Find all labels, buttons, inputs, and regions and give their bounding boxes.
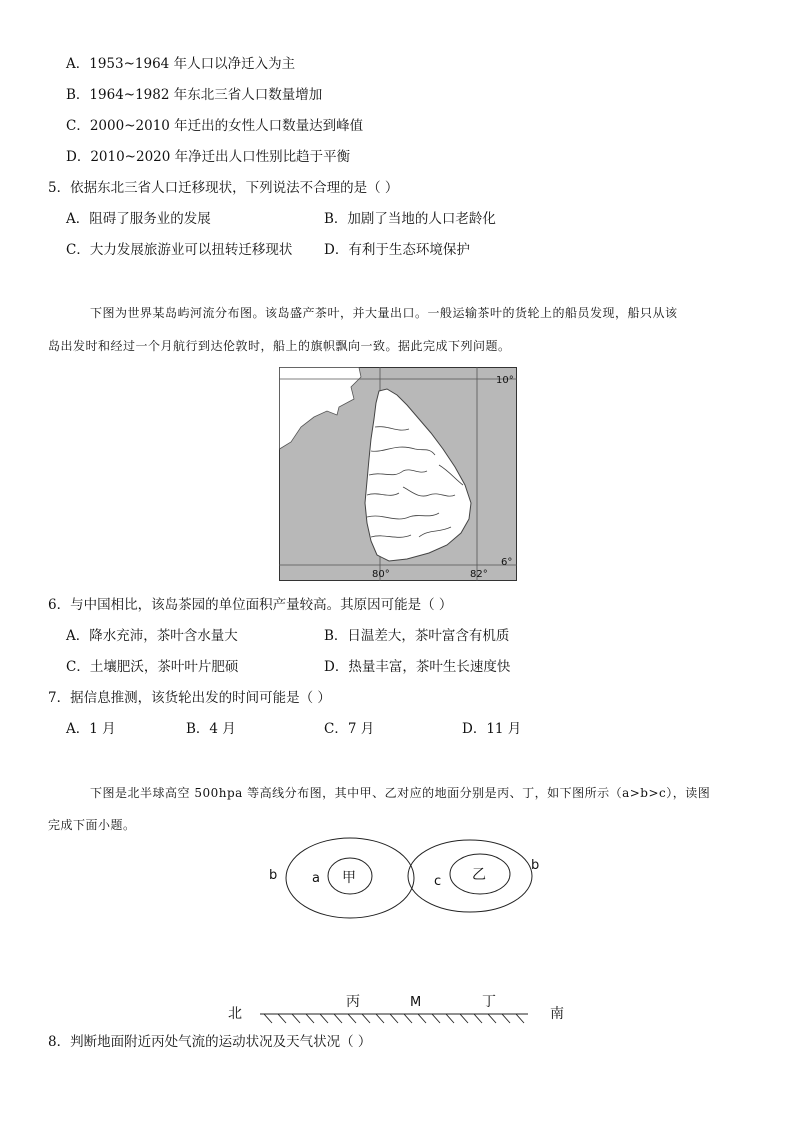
hatch-mark (488, 1014, 496, 1023)
right-outer-contour (408, 840, 532, 912)
q8-stem: 8．判断地面附近丙处气流的运动状况及天气状况（ ） (48, 1034, 372, 1050)
q5-option-c: C．大力发展旅游业可以扭转迁移现状 (66, 242, 293, 258)
label-yi: 乙 (472, 867, 486, 883)
q5-option-a: A．阻碍了服务业的发展 (66, 211, 211, 227)
q5-option-d: D．有利于生态环境保护 (324, 242, 470, 258)
q7-option-a: A．1 月 (66, 721, 116, 737)
q4-option-d: D．2010~2020 年净迁出人口性别比趋于平衡 (66, 149, 351, 165)
passage3-line2: 完成下面小题。 (48, 818, 136, 832)
ground-hatching (264, 1014, 524, 1023)
hatch-mark (334, 1014, 342, 1023)
hatch-mark (404, 1014, 412, 1023)
q4-option-b: B．1964~1982 年东北三省人口数量增加 (66, 87, 323, 103)
q7-option-c: C．7 月 (324, 721, 375, 737)
label-bing: 丙 (346, 994, 360, 1010)
q6-option-a: A．降水充沛，茶叶含水量大 (66, 628, 238, 644)
q7-stem: 7．据信息推测，该货轮出发的时间可能是（ ） (48, 690, 331, 706)
island-river-map (279, 367, 517, 581)
label-c: c (434, 874, 442, 889)
passage2-line1: 下图为世界某岛屿河流分布图。该岛盛产茶叶，并大量出口。一般运输茶叶的货轮上的船员发现，船只从该 (90, 306, 678, 320)
q6-stem: 6．与中国相比，该岛茶园的单位面积产量较高。其原因可能是（ ） (48, 597, 453, 613)
lat-label-bottom: 6° (501, 557, 513, 568)
lon-label-right: 82° (470, 569, 488, 580)
q4-option-a: A．1953~1964 年人口以净迁入为主 (66, 56, 296, 72)
q5-option-b: B．加剧了当地的人口老龄化 (324, 211, 496, 227)
lon-label-left: 80° (372, 569, 390, 580)
passage3-line1: 下图是北半球高空 500hpa 等高线分布图，其中甲、乙对应的地面分别是丙、丁，如下图所示（a>b>c），读图 (90, 786, 711, 800)
hatch-mark (502, 1014, 510, 1023)
hatch-mark (474, 1014, 482, 1023)
label-south: 南 (550, 1006, 564, 1022)
label-ding: 丁 (482, 994, 496, 1010)
label-a: a (312, 871, 320, 886)
contour-diagram (260, 836, 560, 926)
hatch-mark (418, 1014, 426, 1023)
hatch-mark (446, 1014, 454, 1023)
ground-profile (220, 990, 580, 1030)
label-left-b: b (269, 868, 278, 883)
hatch-mark (376, 1014, 384, 1023)
label-north: 北 (228, 1006, 242, 1022)
hatch-mark (278, 1014, 286, 1023)
q6-option-c: C．土壤肥沃，茶叶叶片肥硕 (66, 659, 239, 675)
q7-option-b: B．4 月 (186, 721, 236, 737)
q5-stem: 5．依据东北三省人口迁移现状，下列说法不合理的是（ ） (48, 180, 399, 196)
label-jia: 甲 (342, 870, 356, 886)
q4-option-c: C．2000~2010 年迁出的女性人口数量达到峰值 (66, 118, 364, 134)
q6-option-d: D．热量丰富，茶叶生长速度快 (324, 659, 511, 675)
hatch-mark (432, 1014, 440, 1023)
hatch-mark (306, 1014, 314, 1023)
hatch-mark (460, 1014, 468, 1023)
hatch-mark (390, 1014, 398, 1023)
hatch-mark (362, 1014, 370, 1023)
label-m: M (410, 995, 422, 1010)
hatch-mark (516, 1014, 524, 1023)
passage2-line2: 岛出发时和经过一个月航行到达伦敦时，船上的旗帜飘向一致。据此完成下列问题。 (48, 339, 511, 353)
hatch-mark (264, 1014, 272, 1023)
hatch-mark (320, 1014, 328, 1023)
lat-label-top: 10° (496, 375, 514, 386)
hatch-mark (292, 1014, 300, 1023)
q7-option-d: D．11 月 (462, 721, 522, 737)
q6-option-b: B．日温差大，茶叶富含有机质 (324, 628, 510, 644)
hatch-mark (348, 1014, 356, 1023)
label-right-b: b (531, 858, 540, 873)
